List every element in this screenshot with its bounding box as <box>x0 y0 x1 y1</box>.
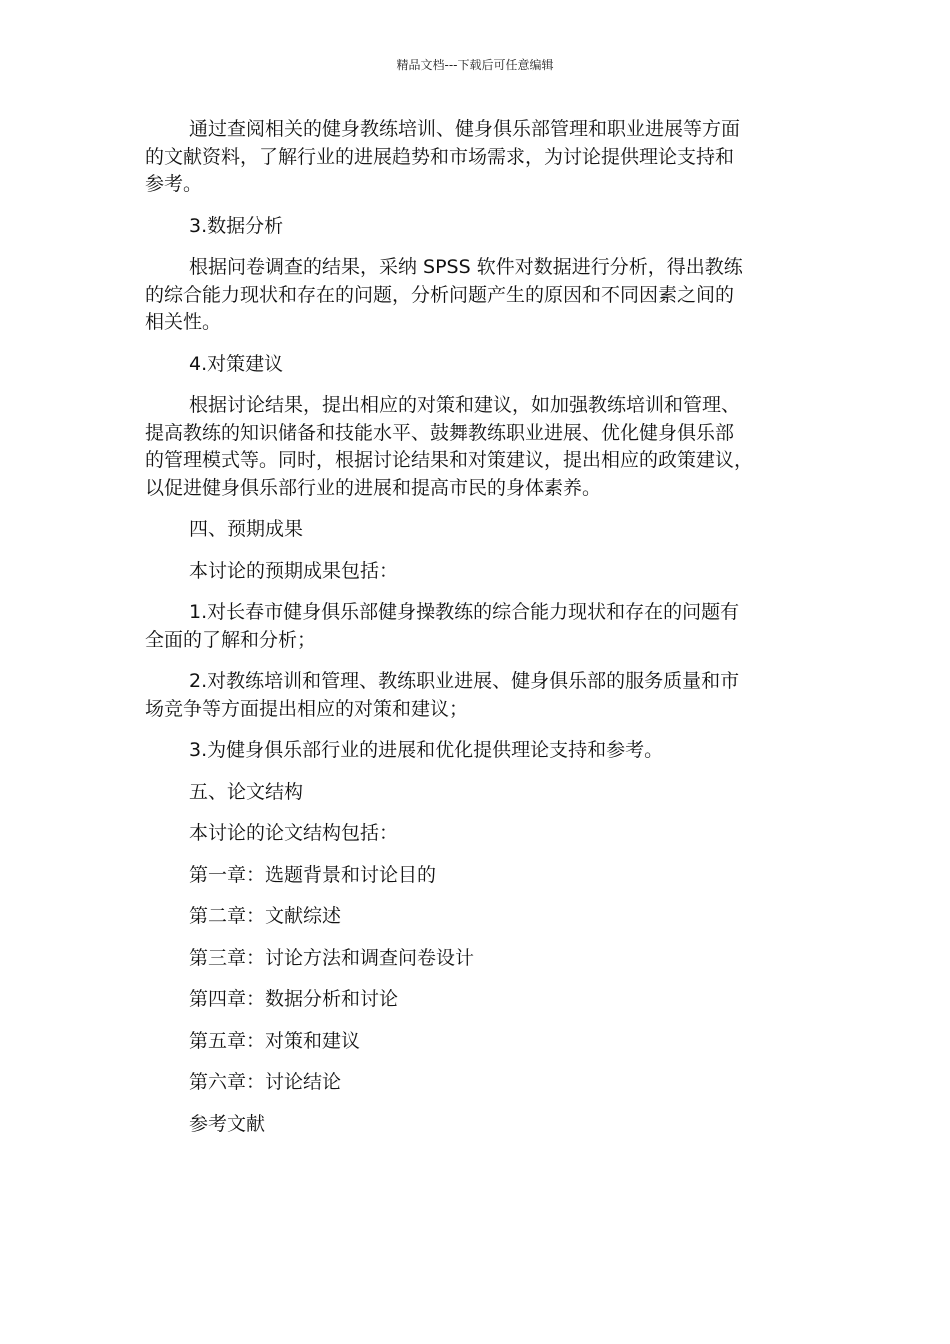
text-line: 第六章：讨论结论 <box>189 1071 342 1093</box>
chapter-item-4 <box>145 986 795 1014</box>
paragraph-data-analysis <box>145 254 795 337</box>
text-line: 第二章：文献综述 <box>189 905 342 927</box>
list-item-result-3 <box>145 737 795 765</box>
chapter-item-3 <box>145 945 795 973</box>
text-line: 2.对教练培训和管理、教练职业进展、健身俱乐部的服务质量和市 <box>189 670 740 692</box>
text-line: 的管理模式等。同时，根据讨论结果和对策建议，提出相应的政策建议， <box>145 449 754 471</box>
chapter-item-5 <box>145 1028 795 1056</box>
section-heading-thesis-structure <box>145 779 795 807</box>
text-line: 四、预期成果 <box>189 518 304 540</box>
text-line: 本讨论的预期成果包括： <box>189 559 399 582</box>
paragraph-thesis-structure-intro <box>145 820 795 848</box>
chapter-item-2 <box>145 903 795 931</box>
list-item-result-2 <box>145 668 795 723</box>
text-line: 第一章：选题背景和讨论目的 <box>189 863 437 886</box>
text-line: 根据问卷调查的结果，采纳 SPSS 软件对数据进行分析，得出教练 <box>189 256 743 278</box>
text-line: 的文献资料，了解行业的进展趋势和市场需求，为讨论提供理论支持和 <box>145 145 735 168</box>
text-line: 以促进健身俱乐部行业的进展和提高市民的身体素养。 <box>145 476 602 499</box>
text-line: 第五章：对策和建议 <box>189 1029 361 1052</box>
text-line: 3.为健身俱乐部行业的进展和优化提供理论支持和参考。 <box>189 739 664 761</box>
paragraph-literature-review <box>145 116 795 199</box>
page-header: 精品文档---下载后可任意编辑 <box>396 58 554 72</box>
subheading-data-analysis <box>145 213 795 241</box>
text-line: 提高教练的知识储备和技能水平、鼓舞教练职业进展、优化健身俱乐部 <box>145 421 735 444</box>
text-line: 第三章：讨论方法和调查问卷设计 <box>189 946 475 969</box>
text-line: 的综合能力现状和存在的问题，分析问题产生的原因和不同因素之间的 <box>145 283 735 306</box>
text-line: 本讨论的论文结构包括： <box>189 822 399 844</box>
paragraph-expected-results-intro <box>145 558 795 586</box>
text-line: 五、论文结构 <box>189 780 304 803</box>
list-item-result-1 <box>145 599 795 654</box>
text-line: 参考。 <box>145 173 203 195</box>
chapter-item-references <box>145 1111 795 1139</box>
chapter-item-1 <box>145 862 795 890</box>
text-line: 场竞争等方面提出相应的对策和建议； <box>145 697 469 720</box>
chapter-item-6 <box>145 1069 795 1097</box>
text-line: 4.对策建议 <box>189 352 284 375</box>
text-line: 根据讨论结果，提出相应的对策和建议，如加强教练培训和管理、 <box>189 394 741 416</box>
text-line: 相关性。 <box>145 311 222 333</box>
subheading-countermeasures <box>145 351 795 379</box>
paragraph-countermeasures <box>145 392 795 502</box>
section-heading-expected-results <box>145 516 795 544</box>
text-line: 全面的了解和分析； <box>145 628 317 651</box>
document-body <box>145 116 795 1138</box>
text-line: 通过查阅相关的健身教练培训、健身俱乐部管理和职业进展等方面 <box>189 118 741 140</box>
text-line: 第四章：数据分析和讨论 <box>189 988 399 1010</box>
text-line: 1.对长春市健身俱乐部健身操教练的综合能力现状和存在的问题有 <box>189 601 740 623</box>
text-line: 参考文献 <box>189 1112 266 1135</box>
text-line: 3.数据分析 <box>189 214 284 237</box>
